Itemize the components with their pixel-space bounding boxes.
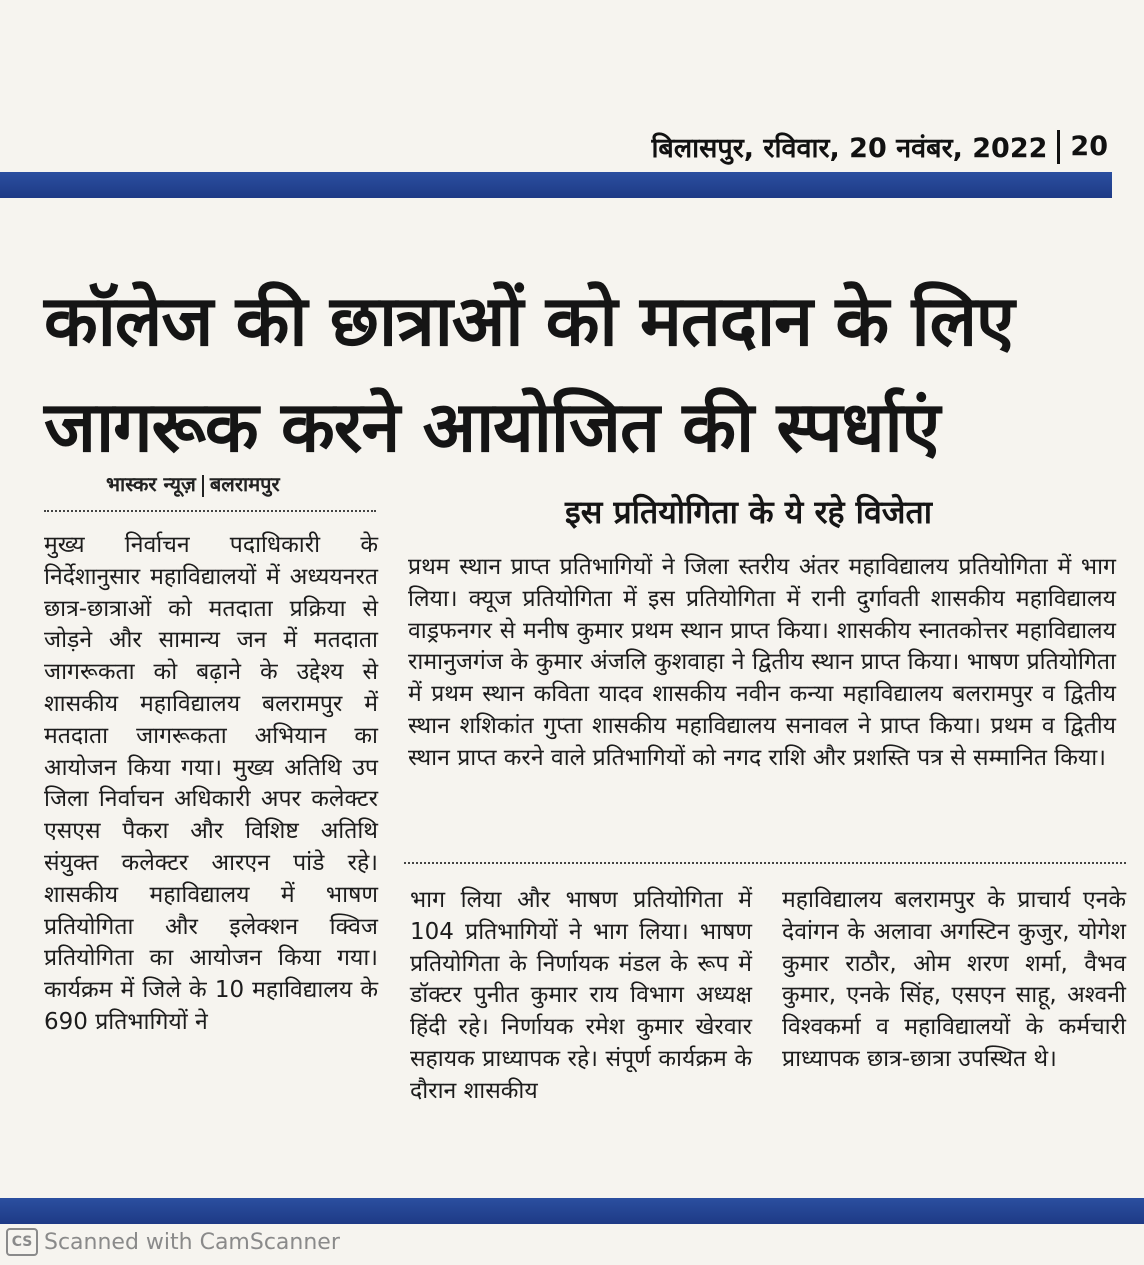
dateline-separator	[1057, 130, 1060, 164]
camscanner-watermark	[6, 1228, 340, 1256]
byline-source: भास्कर न्यूज़	[106, 472, 196, 496]
article-column-1: मुख्य निर्वाचन पदाधिकारी के निर्देशानुसार महाविद्यालयों में अध्ययनरत छात्र-छात्राओं को मतदाता प्रक्रिया से जोड़ने और सामान्य जन में मतदाता जागरूकता को बढ़ाने के उद्देश्य से शासकीय महाविद्यालय बलरामपुर में मतदाता जागरूकता अभियान का आयोजन किया गया। मुख्य अतिथि उप जिला निर्वाचन अधिकारी अपर कलेक्टर एसएस पैकरा और विशिष्ट अतिथि संयुक्त कलेक्टर आरएन पांडे रहे। शासकीय महाविद्यालय में भाषण प्रतियोगिता और इलेक्शन क्विज प्रतियोगिता का आयोजन किया गया। कार्यक्रम में जिले के 10 महाविद्यालय के 690 प्रतिभागियों ने	[44, 532, 378, 1035]
dateline	[651, 128, 1108, 165]
byline	[106, 470, 280, 497]
byline-place: बलरामपुर	[209, 472, 280, 496]
top-color-bar	[0, 172, 1112, 198]
headline-line-1: कॉलेज की छात्राओं को मतदान के लिए	[44, 280, 1014, 362]
headline-line-2: जागरूक करने आयोजित की स्पर्धाएं	[44, 386, 940, 468]
winners-box-divider	[404, 862, 1126, 864]
bottom-color-bar	[0, 1198, 1144, 1224]
headline	[44, 268, 1124, 480]
article-column-2: भाग लिया और भाषण प्रतियोगिता में 104 प्रतिभागियों ने भाग लिया। भाषण प्रतियोगिता के निर्णायक मंडल के रूप में डॉक्टर पुनीत कुमार राय विभाग अध्यक्ष हिंदी रहे। निर्णायक रमेश कुमार खेरवार सहायक प्राध्यापक रहे। संपूर्ण कार्यक्रम के दौरान शासकीय	[410, 887, 752, 1104]
page-number: 20	[1070, 131, 1108, 162]
dateline-text: बिलासपुर, रविवार, 20 नवंबर, 2022	[651, 133, 1048, 164]
winners-subhead: इस प्रतियोगिता के ये रहे विजेता	[565, 493, 933, 531]
cs-logo-icon: CS	[6, 1228, 38, 1256]
byline-separator	[202, 475, 204, 497]
byline-divider	[44, 510, 376, 512]
winners-box-text: प्रथम स्थान प्राप्त प्रतिभागियों ने जिला स्तरीय अंतर महाविद्यालय प्रतियोगिता में भाग लिया। क्यूज प्रतियोगिता में इस प्रतियोगिता में रानी दुर्गावती शासकीय महाविद्यालय वाड्रफनगर से मनीष कुमार प्रथम स्थान प्राप्त किया। शासकीय स्नातकोत्तर महाविद्यालय रामानुजगंज के कुमार अंजलि कुशवाहा ने द्वितीय स्थान प्राप्त किया। भाषण प्रतियोगिता में प्रथम स्थान कविता यादव शासकीय नवीन कन्या महाविद्यालय बलरामपुर व द्वितीय स्थान शशिकांत गुप्ता शासकीय महाविद्यालय सनावल ने प्राप्त किया। प्रथम व द्वितीय स्थान प्राप्त करने वाले प्रतिभागियों को नगद राशि और प्रशस्ति पत्र से सम्मानित किया।	[408, 554, 1116, 771]
watermark-text: Scanned with CamScanner	[44, 1229, 340, 1255]
article-column-3: महाविद्यालय बलरामपुर के प्राचार्य एनके देवांगन के अलावा अगस्टिन कुजुर, योगेश कुमार राठौर, ओम शरण शर्मा, वैभव कुमार, एनके सिंह, एसएन साहू, अश्वनी विश्वकर्मा व महाविद्यालयों के कर्मचारी प्राध्यापक छात्र-छात्रा उपस्थित थे।	[782, 887, 1126, 1072]
